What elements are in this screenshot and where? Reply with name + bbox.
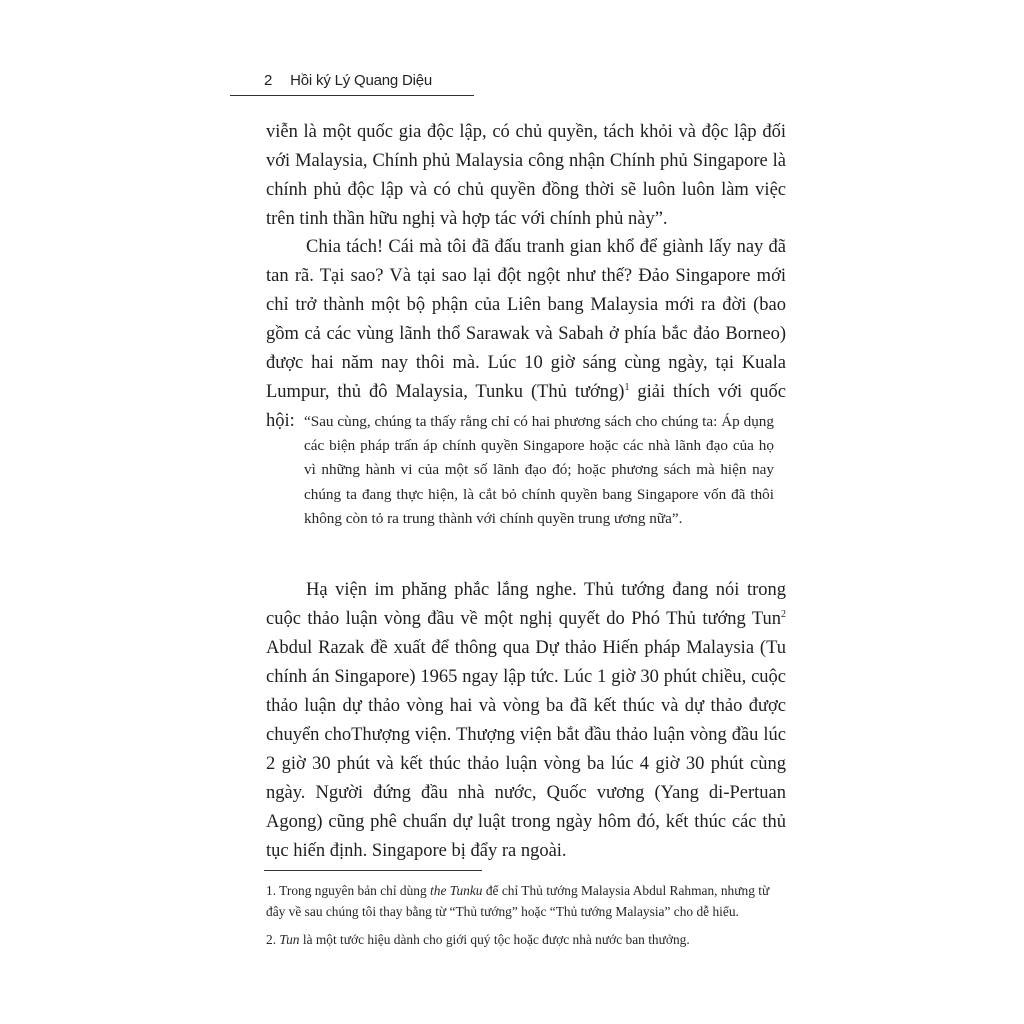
footnote-1-italic: the Tunku <box>430 883 483 898</box>
paragraph-3 <box>266 576 786 866</box>
footnote-ref-2: 2 <box>781 608 786 620</box>
header-divider <box>230 95 474 96</box>
footnote-divider <box>264 870 482 871</box>
paragraph-1: viễn là một quốc gia độc lập, có chủ quyền, tách khỏi và độc lập đối với Malaysia, Chính phủ Malaysia công nhận Chính phủ Singapore là chính phủ độc lập và có chủ quyền đồng thời sẽ luôn luôn làm việc trên tinh thần hữu nghị và hợp tác với chính phủ này”. <box>266 122 786 229</box>
footnote-ref-1: 1 <box>624 381 630 393</box>
footnote-2 <box>266 929 786 950</box>
footnote-2-suffix: là một tước hiệu dành cho giới quý tộc hoặc được nhà nước ban thưởng. <box>299 932 690 947</box>
footnote-1-suffix: để chỉ Thủ tướng Malaysia Abdul Rahman, nhưng từ đây về sau chúng tôi thay bằng từ “Thủ tướng” hoặc “Thủ tướng Malaysia” cho dễ hiểu. <box>266 883 770 919</box>
footnote-2-italic: Tun <box>279 932 300 947</box>
book-title: Hồi ký Lý Quang Diệu <box>290 72 433 89</box>
paragraph-2-end: giải thích với quốc hội: <box>266 382 786 431</box>
running-header <box>264 72 432 89</box>
paragraph-3-end: Abdul Razak đề xuất để thông qua Dự thảo Hiến pháp Malaysia (Tu chính án Singapore) 1965 ngay lập tức. Lúc 1 giờ 30 phút chiều, cuộc thảo luận dự thảo vòng hai và vòng ba đã kết thúc và dự thảo được chuyển choThượng viện. Thượng viện bắt đầu thảo luận vòng đầu lúc 2 giờ 30 phút và kết thúc thảo luận vòng ba lúc 4 giờ 30 phút cùng ngày. Người đứng đầu nhà nước, Quốc vương (Yang di-Pertuan Agong) cũng phê chuẩn dự luật trong ngày hôm đó, kết thúc các thủ tục hiến định. Singapore bị đẩy ra ngoài. <box>266 638 786 861</box>
footnote-1-prefix: 1. Trong nguyên bản chỉ dùng <box>266 883 431 898</box>
footnote-2-prefix: 2. <box>266 932 280 947</box>
block-quote: “Sau cùng, chúng ta thấy rằng chỉ có hai phương sách cho chúng ta: Áp dụng các biện pháp trấn áp chính quyền Singapore hoặc các nhà lãnh đạo của họ vì những hành vi của một số lãnh đạo đó; hoặc phương sách mà hiện nay chúng ta đang thực hiện, là cắt bỏ chính quyền bang Singapore vốn đã thôi không còn tỏ ra trung thành với chính quyền trung ương nữa”. <box>304 413 774 527</box>
footnote-1 <box>266 880 786 922</box>
paragraph-2 <box>266 233 786 436</box>
paragraph-2-text: Chia tách! Cái mà tôi đã đấu tranh gian khổ để giành lấy nay đã tan rã. Tại sao? Và tại sao lại đột ngột như thế? Đảo Singapore mới chỉ trở thành một bộ phận của Liên bang Malaysia mới ra đời (bao gồm cả các vùng lãnh thổ Sarawak và Sabah ở phía bắc đảo Borneo) được hai năm nay thôi mà. Lúc 10 giờ sáng cùng ngày, tại Kuala Lumpur, thủ đô Malaysia, Tunku (Thủ tướng) <box>266 237 786 402</box>
page-number: 2 <box>264 72 273 89</box>
paragraph-3-start: Hạ viện im phăng phắc lắng nghe. Thủ tướng đang nói trong cuộc thảo luận vòng đầu về một nghị quyết do Phó Thủ tướng Tun <box>266 580 786 629</box>
